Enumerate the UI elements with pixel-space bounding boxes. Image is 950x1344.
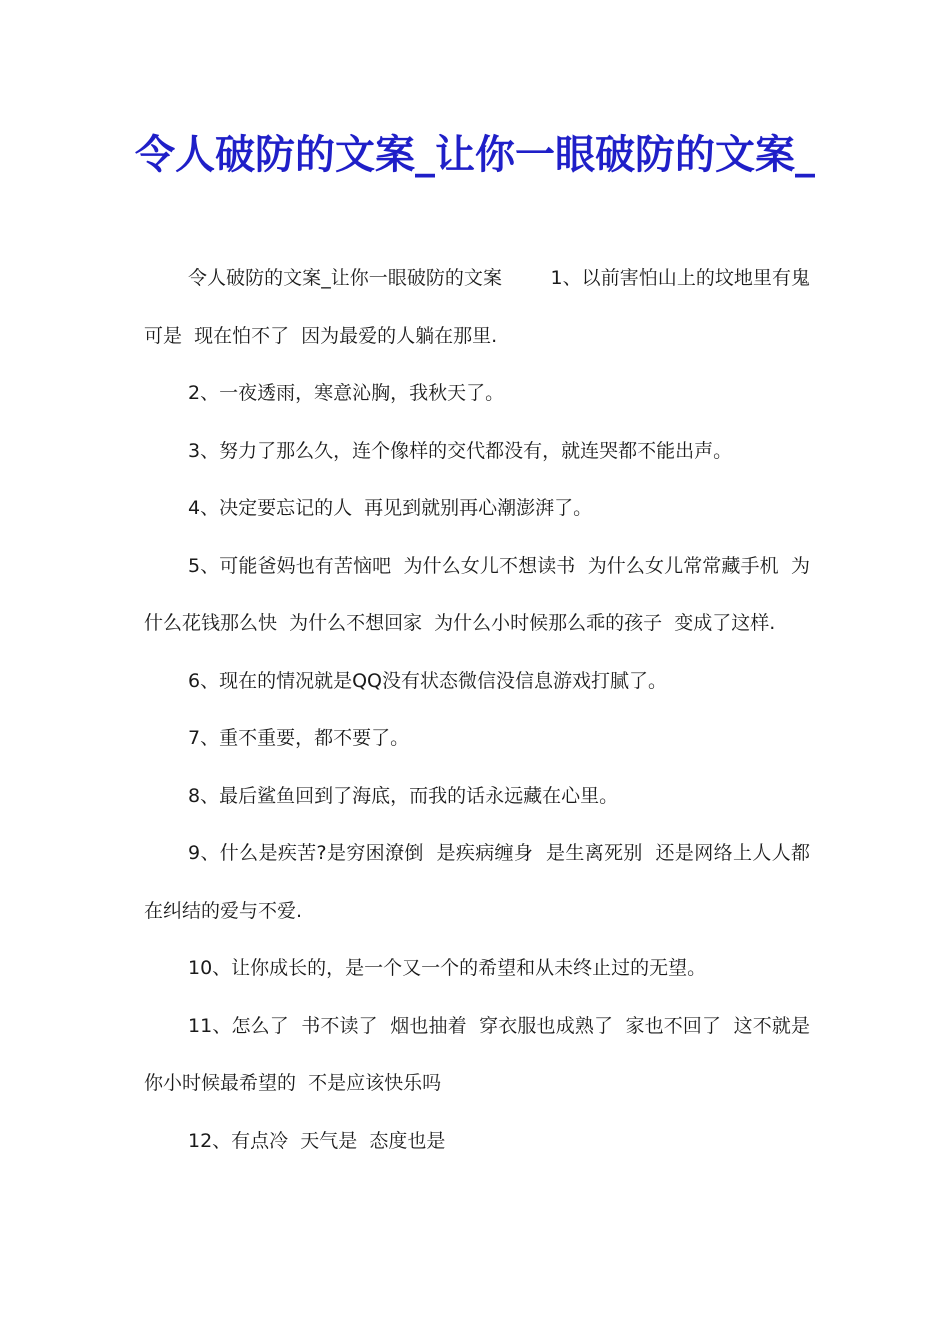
paragraph-item-5: 5、可能爸妈也有苦恼吧 为什么女儿不想读书 为什么女儿常常藏手机 为什么花钱那么快 为什么不想回家 为什么小时候那么乖的孩子 变成了这样. <box>144 554 810 634</box>
paragraph-item-10: 10、让你成长的，是一个又一个的希望和从未终止过的无望。 <box>188 957 707 979</box>
paragraph-item-12: 12、有点冷 天气是 态度也是 <box>188 1129 446 1152</box>
paragraph-item-2: 2、一夜透雨，寒意沁胸，我秋天了。 <box>188 382 505 404</box>
document-body <box>144 250 823 1170</box>
paragraph-item-8: 8、最后鲨鱼回到了海底，而我的话永远藏在心里。 <box>188 784 619 807</box>
paragraph-item-9: 9、什么是疾苦?是穷困潦倒 是疾病缠身 是生离死别 还是网络上人人都在纠结的爱与不爱. <box>144 842 810 922</box>
paragraph-item-3: 3、努力了那么久，连个像样的交代都没有，就连哭都不能出声。 <box>188 439 733 462</box>
document-title: 令人破防的文案_让你一眼破防的文案_ <box>135 131 815 178</box>
paragraph-item-7: 7、重不重要，都不要了。 <box>188 727 410 749</box>
paragraph-item-6: 6、现在的情况就是QQ没有状态微信没信息游戏打腻了。 <box>188 669 667 692</box>
paragraph-intro-item-1: 令人破防的文案_让你一眼破防的文案 1、以前害怕山上的坟地里有鬼 可是 现在怕不了 因为最爱的人躺在那里. <box>144 267 823 347</box>
paragraph-item-11: 11、怎么了 书不读了 烟也抽着 穿衣服也成熟了 家也不回了 这不就是你小时候最希望的 不是应该快乐吗 <box>144 1014 810 1094</box>
paragraph-item-4: 4、决定要忘记的人 再见到就别再心潮澎湃了。 <box>188 497 593 519</box>
